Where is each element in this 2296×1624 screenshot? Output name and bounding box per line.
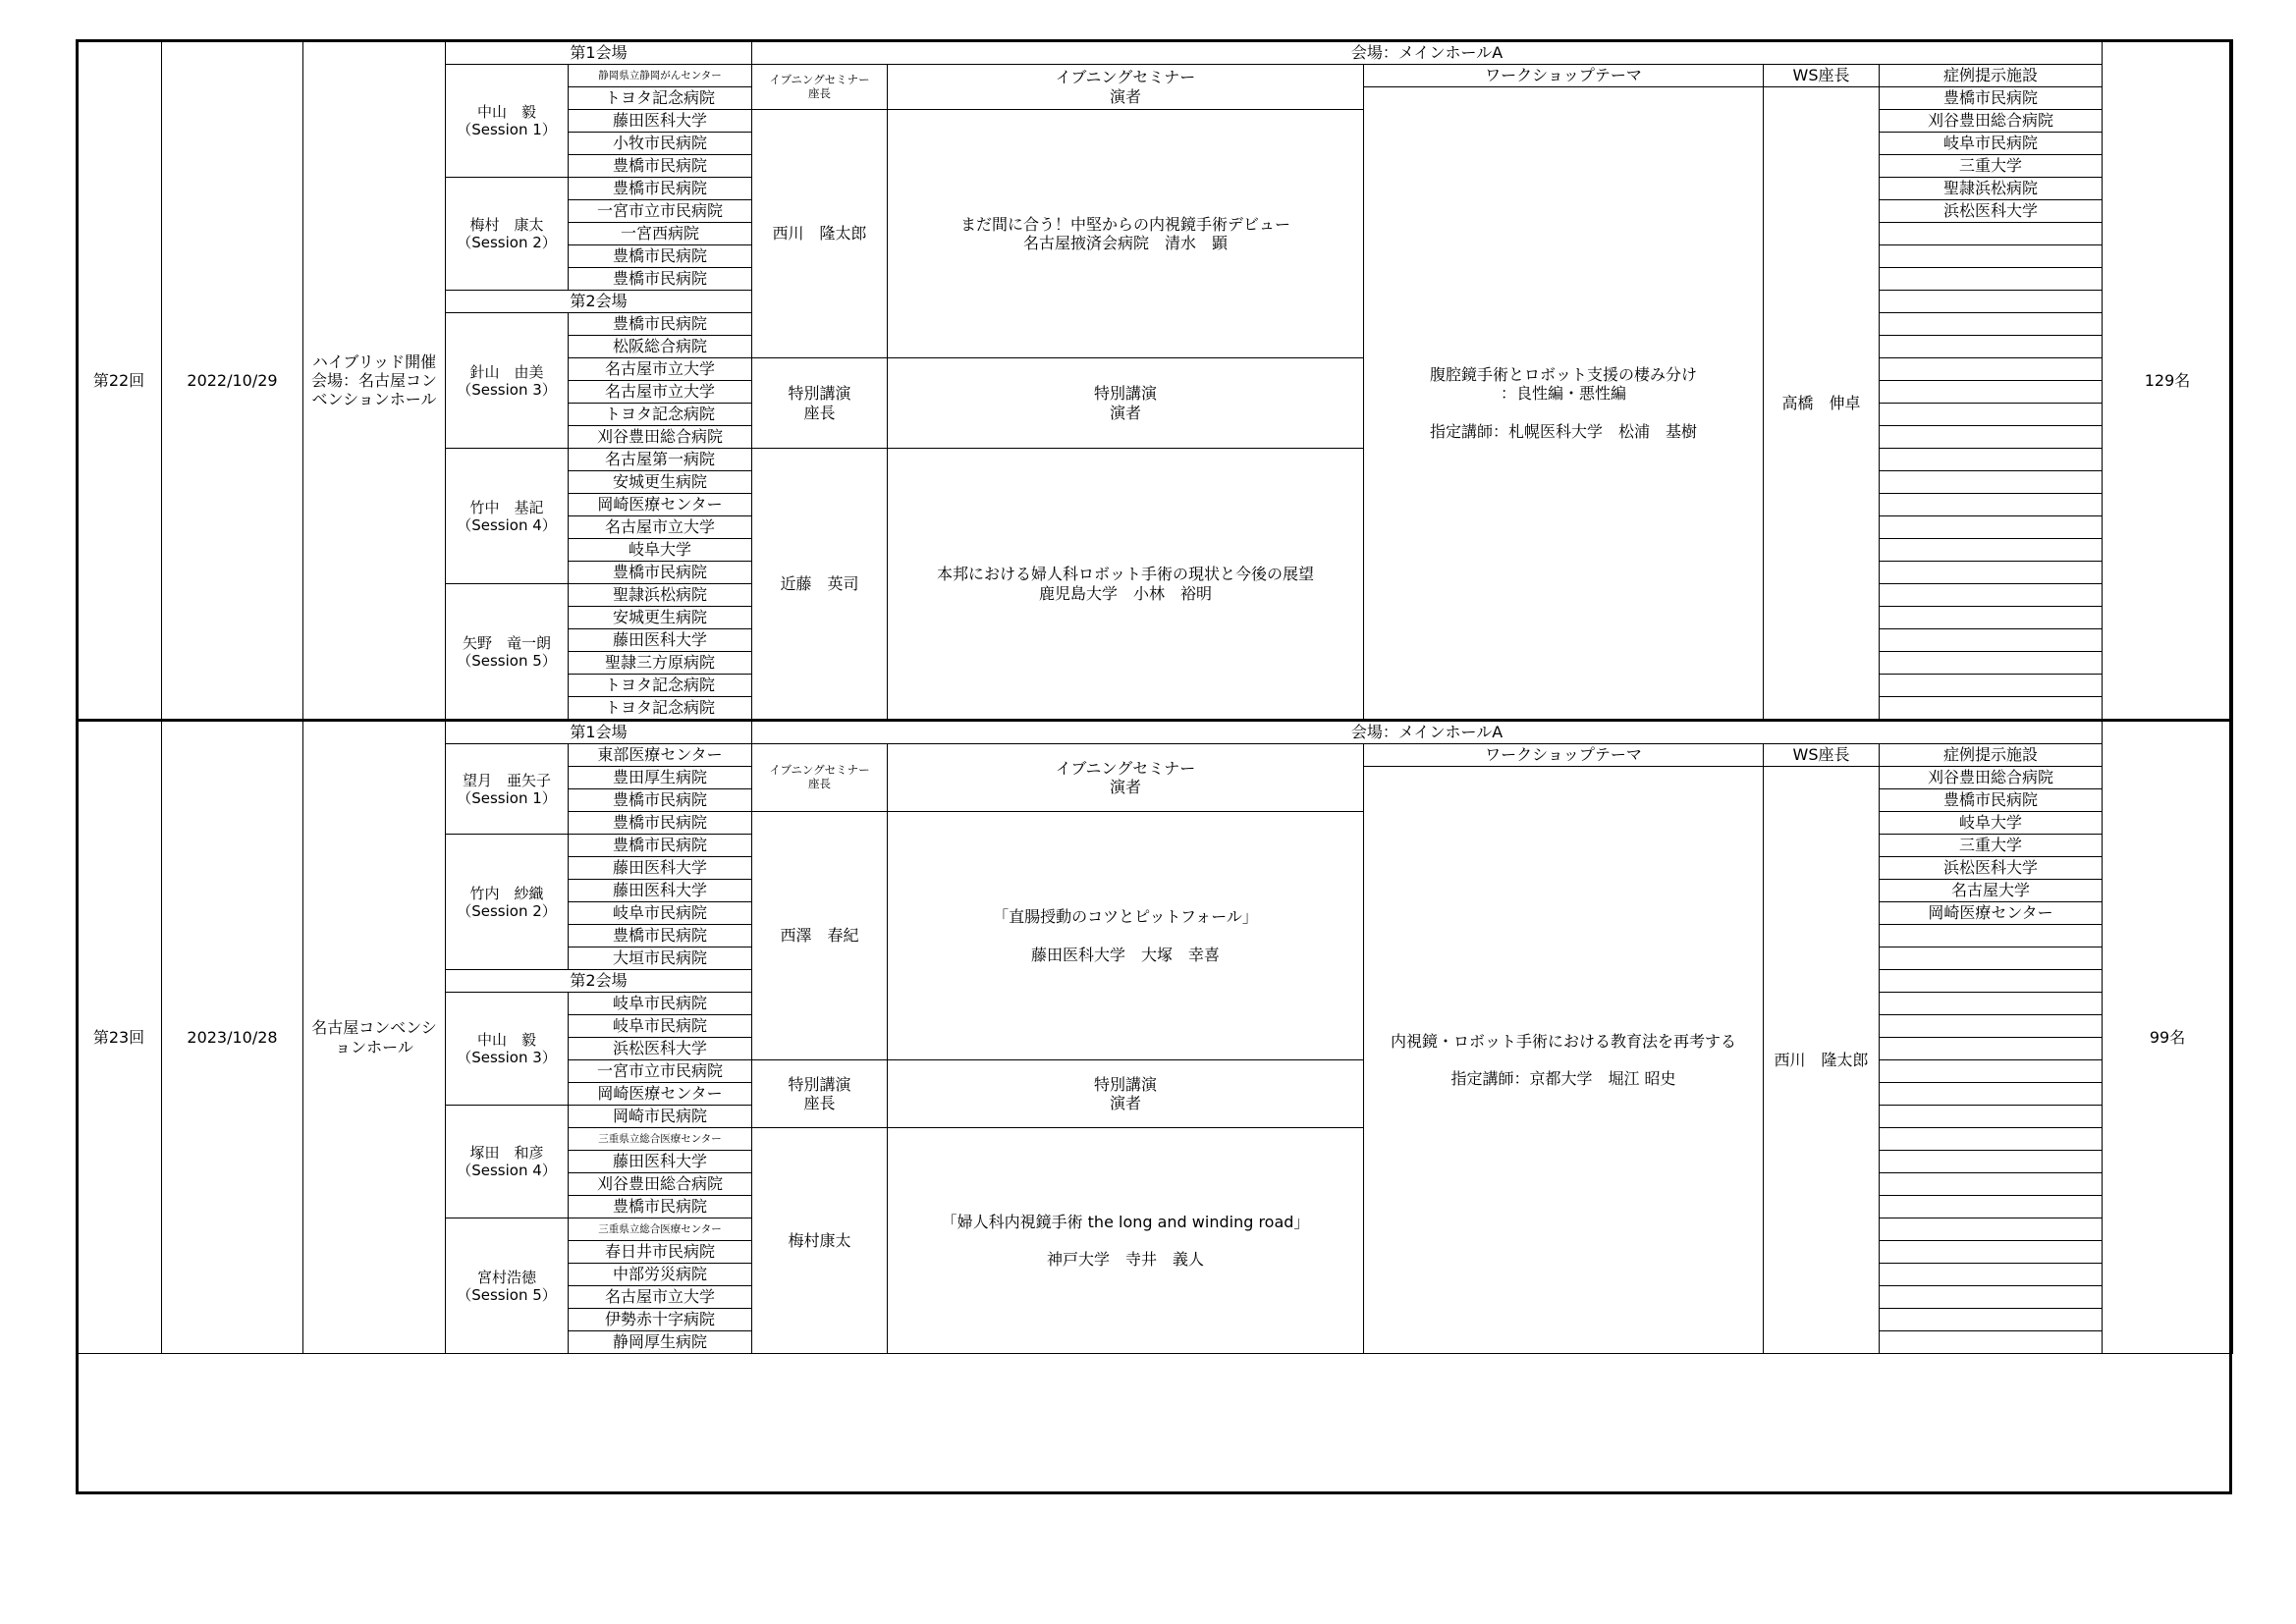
session-label: （Session 1）: [457, 121, 557, 138]
session-label: （Session 3）: [457, 380, 557, 399]
presenting-hospital: 豊橋市民病院: [569, 1196, 752, 1218]
case-hospital: 刈谷豊田総合病院: [1880, 110, 2103, 133]
session-chair-name: 竹内 紗織: [469, 884, 544, 902]
evening-speaker-header: イブニングセミナー 演者: [888, 744, 1364, 812]
session-chair: [446, 65, 569, 178]
session-chair-name: 針山 由美: [469, 362, 544, 381]
room1-label: 第1会場: [446, 41, 752, 65]
ws-chair: 西川 隆太郎: [1764, 767, 1880, 1354]
event-venue: ハイブリッド開催 会場：名古屋コンベンションホール: [303, 41, 446, 721]
session-chair: [446, 835, 569, 970]
table-row: [77, 41, 2233, 65]
round-number: 第22回: [77, 41, 162, 721]
session-chair: [446, 1218, 569, 1354]
evening-chair-header: イブニングセミナー 座長: [752, 744, 888, 812]
session-label: （Session 5）: [457, 651, 557, 670]
case-hospital: [1880, 697, 2103, 721]
presenting-hospital: 豊田厚生病院: [569, 767, 752, 789]
presenting-hospital: 藤田医科大学: [569, 110, 752, 133]
presenting-hospital: 岐阜大学: [569, 539, 752, 562]
presenting-hospital: 安城更生病院: [569, 607, 752, 629]
presenting-hospital: 藤田医科大学: [569, 1151, 752, 1173]
evening-talk: まだ間に合う！中堅からの内視鏡手術デビュー 名古屋掖済会病院 清水 顕: [888, 110, 1364, 358]
session-chair: [446, 1106, 569, 1218]
case-hospital: [1880, 993, 2103, 1015]
case-hospital: [1880, 1196, 2103, 1218]
evening-talk: 「直腸授動のコツとピットフォール」 藤田医科大学 大塚 幸喜: [888, 812, 1364, 1060]
case-hospital: [1880, 223, 2103, 245]
session-chair-name: 望月 亜矢子: [462, 771, 551, 789]
presenting-hospital: 小牧市民病院: [569, 133, 752, 155]
presenting-hospital: 一宮西病院: [569, 223, 752, 245]
presenting-hospital: 藤田医科大学: [569, 629, 752, 652]
room1-label: 第1会場: [446, 721, 752, 744]
case-hospital: [1880, 629, 2103, 652]
presenting-hospital: 豊橋市民病院: [569, 925, 752, 947]
presenting-hospital: トヨタ記念病院: [569, 87, 752, 110]
presenting-hospital: 名古屋市立大学: [569, 358, 752, 381]
case-hospital: [1880, 381, 2103, 404]
case-hospital: [1880, 675, 2103, 697]
case-header: 症例提示施設: [1880, 65, 2103, 87]
presenting-hospital: 静岡県立静岡がんセンター: [569, 65, 752, 87]
case-hospital: [1880, 1128, 2103, 1151]
session-label: （Session 5）: [457, 1285, 557, 1304]
schedule-body: [77, 41, 2233, 1354]
presenting-hospital: 藤田医科大学: [569, 857, 752, 880]
case-hospital: 浜松医科大学: [1880, 857, 2103, 880]
presenting-hospital: 岡崎医療センター: [569, 494, 752, 516]
case-hospital: [1880, 471, 2103, 494]
session-label: （Session 2）: [457, 901, 557, 920]
main-hall-label: 会場：メインホールA: [752, 721, 2103, 744]
event-venue: 名古屋コンベンションホール: [303, 721, 446, 1354]
session-chair-name: 塚田 和彦: [469, 1144, 544, 1162]
case-hospital: [1880, 562, 2103, 584]
evening-speaker-header: イブニングセミナー 演者: [888, 65, 1364, 110]
case-hospital: 三重大学: [1880, 155, 2103, 178]
presenting-hospital: 聖隷三方原病院: [569, 652, 752, 675]
presenting-hospital: 春日井市民病院: [569, 1241, 752, 1264]
presenting-hospital: 豊橋市民病院: [569, 155, 752, 178]
case-hospital: [1880, 426, 2103, 449]
presenting-hospital: 豊橋市民病院: [569, 313, 752, 336]
case-hospital: [1880, 1286, 2103, 1309]
ws-theme-header: ワークショップテーマ: [1364, 65, 1764, 87]
table-row: [77, 721, 2233, 744]
case-hospital: 豊橋市民病院: [1880, 789, 2103, 812]
case-hospital: [1880, 539, 2103, 562]
presenting-hospital: 刈谷豊田総合病院: [569, 1173, 752, 1196]
presenting-hospital: 岐阜市民病院: [569, 1015, 752, 1038]
case-hospital: 名古屋大学: [1880, 880, 2103, 902]
case-hospital: 聖隷浜松病院: [1880, 178, 2103, 200]
case-hospital: 三重大学: [1880, 835, 2103, 857]
session-chair-name: 中山 毅: [476, 1031, 536, 1049]
case-hospital: 豊橋市民病院: [1880, 87, 2103, 110]
session-chair-name: 竹中 基記: [469, 498, 544, 516]
presenting-hospital: 名古屋市立大学: [569, 381, 752, 404]
presenting-hospital: 一宮市立市民病院: [569, 200, 752, 223]
case-hospital: [1880, 652, 2103, 675]
special-talk: 「婦人科内視鏡手術 the long and winding road」 神戸大学 寺井 義人: [888, 1128, 1364, 1354]
presenting-hospital: トヨタ記念病院: [569, 675, 752, 697]
session-label: （Session 1）: [457, 788, 557, 807]
ws-theme-header: ワークショップテーマ: [1364, 744, 1764, 767]
presenting-hospital: 大垣市民病院: [569, 947, 752, 970]
case-hospital: [1880, 925, 2103, 947]
presenting-hospital: 名古屋市立大学: [569, 516, 752, 539]
evening-chair-header: イブニングセミナー 座長: [752, 65, 888, 110]
session-label: （Session 2）: [457, 234, 557, 251]
presenting-hospital: 岡崎医療センター: [569, 1083, 752, 1106]
presenting-hospital: 名古屋第一病院: [569, 449, 752, 471]
case-hospital: [1880, 1331, 2103, 1354]
case-hospital: 刈谷豊田総合病院: [1880, 767, 2103, 789]
case-hospital: [1880, 494, 2103, 516]
case-hospital: [1880, 516, 2103, 539]
presenting-hospital: 岐阜市民病院: [569, 993, 752, 1015]
case-hospital: [1880, 313, 2103, 336]
presenting-hospital: 豊橋市民病院: [569, 268, 752, 291]
case-hospital: [1880, 1015, 2103, 1038]
session-label: （Session 4）: [457, 1162, 557, 1179]
case-hospital: [1880, 336, 2103, 358]
case-hospital: 浜松医科大学: [1880, 200, 2103, 223]
presenting-hospital: 安城更生病院: [569, 471, 752, 494]
presenting-hospital: 聖隷浜松病院: [569, 584, 752, 607]
case-hospital: [1880, 607, 2103, 629]
special-talk: 本邦における婦人科ロボット手術の現状と今後の展望 鹿児島大学 小林 裕明: [888, 449, 1364, 721]
room2-label: 第2会場: [446, 970, 752, 993]
case-hospital: [1880, 358, 2103, 381]
case-hospital: 岡崎医療センター: [1880, 902, 2103, 925]
case-hospital: [1880, 291, 2103, 313]
case-hospital: [1880, 947, 2103, 970]
presenting-hospital: 松阪総合病院: [569, 336, 752, 358]
session-chair-name: 中山 毅: [476, 103, 536, 121]
case-hospital: [1880, 1264, 2103, 1286]
case-hospital: [1880, 1173, 2103, 1196]
session-chair-name: 矢野 竜一朗: [462, 633, 551, 652]
special-chair: 近藤 英司: [752, 449, 888, 721]
ws-theme: 内視鏡・ロボット手術における教育法を再考する 指定講師：京都大学 堀江 昭史: [1364, 767, 1764, 1354]
attendance: 129名: [2103, 41, 2233, 721]
presenting-hospital: 浜松医科大学: [569, 1038, 752, 1060]
session-label: （Session 3）: [457, 1049, 557, 1066]
ws-chair-header: WS座長: [1764, 744, 1880, 767]
presenting-hospital: トヨタ記念病院: [569, 404, 752, 426]
session-chair: [446, 313, 569, 449]
presenting-hospital: 豊橋市民病院: [569, 562, 752, 584]
case-hospital: [1880, 1106, 2103, 1128]
presenting-hospital: 豊橋市民病院: [569, 245, 752, 268]
session-chair: [446, 584, 569, 721]
presenting-hospital: 豊橋市民病院: [569, 835, 752, 857]
session-chair: [446, 993, 569, 1106]
presenting-hospital: 一宮市立市民病院: [569, 1060, 752, 1083]
ws-theme: 腹腔鏡手術とロボット支援の棲み分け ：良性編・悪性編 指定講師：札幌医科大学 松浦 基樹: [1364, 87, 1764, 721]
session-chair: [446, 449, 569, 584]
special-speaker-header: 特別講演 演者: [888, 358, 1364, 449]
presenting-hospital: 三重県立総合医療センター: [569, 1218, 752, 1241]
case-hospital: [1880, 1038, 2103, 1060]
case-hospital: [1880, 1060, 2103, 1083]
session-chair: [446, 178, 569, 291]
room2-label: 第2会場: [446, 291, 752, 313]
special-speaker-header: 特別講演 演者: [888, 1060, 1364, 1128]
session-label: （Session 4）: [457, 515, 557, 534]
presenting-hospital: 静岡厚生病院: [569, 1331, 752, 1354]
presenting-hospital: 伊勢赤十字病院: [569, 1309, 752, 1331]
event-date: 2023/10/28: [162, 721, 303, 1354]
special-chair: 梅村康太: [752, 1128, 888, 1354]
event-date: 2022/10/29: [162, 41, 303, 721]
main-hall-label: 会場：メインホールA: [752, 41, 2103, 65]
schedule-table: [76, 39, 2233, 1354]
session-chair-name: 梅村 康太: [469, 216, 544, 234]
presenting-hospital: トヨタ記念病院: [569, 697, 752, 721]
presenting-hospital: 豊橋市民病院: [569, 178, 752, 200]
special-chair-header: 特別講演 座長: [752, 1060, 888, 1128]
case-hospital: [1880, 268, 2103, 291]
presenting-hospital: 刈谷豊田総合病院: [569, 426, 752, 449]
case-hospital: 岐阜市民病院: [1880, 133, 2103, 155]
case-hospital: [1880, 1241, 2103, 1264]
evening-chair: 西澤 春紀: [752, 812, 888, 1060]
case-hospital: [1880, 584, 2103, 607]
evening-chair: 西川 隆太郎: [752, 110, 888, 358]
case-hospital: [1880, 245, 2103, 268]
session-chair: [446, 744, 569, 835]
case-hospital: [1880, 449, 2103, 471]
case-hospital: [1880, 404, 2103, 426]
presenting-hospital: 岡崎市民病院: [569, 1106, 752, 1128]
case-header: 症例提示施設: [1880, 744, 2103, 767]
case-hospital: [1880, 1083, 2103, 1106]
presenting-hospital: 中部労災病院: [569, 1264, 752, 1286]
case-hospital: [1880, 1218, 2103, 1241]
presenting-hospital: 名古屋市立大学: [569, 1286, 752, 1309]
presenting-hospital: 藤田医科大学: [569, 880, 752, 902]
presenting-hospital: 岐阜市民病院: [569, 902, 752, 925]
session-chair-name: 宮村浩徳: [476, 1268, 536, 1286]
attendance: 99名: [2103, 721, 2233, 1354]
case-hospital: [1880, 1151, 2103, 1173]
presenting-hospital: 東部医療センター: [569, 744, 752, 767]
case-hospital: [1880, 970, 2103, 993]
ws-chair-header: WS座長: [1764, 65, 1880, 87]
case-hospital: 岐阜大学: [1880, 812, 2103, 835]
presenting-hospital: 豊橋市民病院: [569, 812, 752, 835]
ws-chair: 高橋 伸卓: [1764, 87, 1880, 721]
case-hospital: [1880, 1309, 2103, 1331]
special-chair-header: 特別講演 座長: [752, 358, 888, 449]
round-number: 第23回: [77, 721, 162, 1354]
presenting-hospital: 豊橋市民病院: [569, 789, 752, 812]
presenting-hospital: 三重県立総合医療センター: [569, 1128, 752, 1151]
